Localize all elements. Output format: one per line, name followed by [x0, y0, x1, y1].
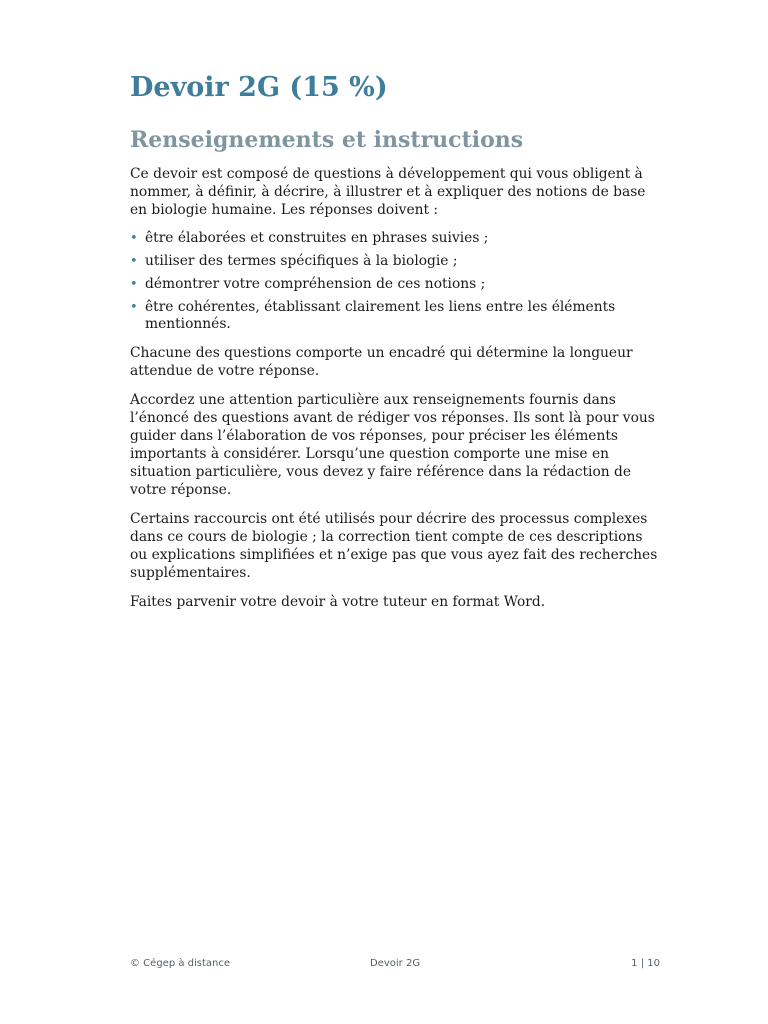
- list-item-text: utiliser des termes spécifiques à la biologie ;: [145, 253, 458, 269]
- bullet-dot-icon: •: [130, 254, 138, 269]
- list-item-text: démontrer votre compréhension de ces notions ;: [145, 276, 486, 292]
- document-content: [130, 70, 660, 611]
- bullet-dot-icon: •: [130, 277, 138, 292]
- bullet-dot-icon: •: [130, 231, 138, 246]
- submission-paragraph: Faites parvenir votre devoir à votre tuteur en format Word.: [130, 594, 546, 610]
- list-item-text: être cohérentes, établissant clairement les liens entre les éléments mentionnés.: [145, 299, 616, 332]
- list-item: [130, 299, 660, 333]
- length-paragraph: Chacune des questions comporte un encadré qui détermine la longueur attendue de votre réponse.: [130, 345, 633, 379]
- page-title: Devoir 2G (15 %): [130, 72, 388, 103]
- section-title: Renseignements et instructions: [130, 127, 524, 153]
- attention-paragraph: Accordez une attention particulière aux renseignements fournis dans l’énoncé des questions avant de rédiger vos réponses. Ils sont là pour vous guider dans l’élaboration de vos réponses, pour préciser les éléments importants à considérer. Lorsqu’une question comporte une mise en situation particulière, vous devez y faire référence dans la rédaction de votre réponse.: [130, 392, 655, 498]
- list-item: [130, 230, 660, 247]
- bullet-dot-icon: •: [130, 300, 138, 315]
- page-footer: [130, 957, 660, 971]
- footer-copyright: © Cégep à distance: [130, 958, 231, 969]
- list-item-text: être élaborées et construites en phrases suivies ;: [145, 230, 489, 246]
- footer-document-name: Devoir 2G: [370, 958, 421, 969]
- requirements-list: [130, 230, 660, 333]
- intro-paragraph: Ce devoir est composé de questions à développement qui vous obligent à nommer, à définir, à décrire, à illustrer et à expliquer des notions de base en biologie humaine. Les réponses doivent :: [130, 166, 646, 218]
- footer-page-number: 1 | 10: [631, 958, 660, 969]
- list-item: [130, 276, 660, 293]
- list-item: [130, 253, 660, 270]
- shortcuts-paragraph: Certains raccourcis ont été utilisés pour décrire des processus complexes dans ce cours de biologie ; la correction tient compte de ces descriptions ou explications simplifiées et n’exige pas que vous ayez fait des recherches supplémentaires.: [130, 511, 658, 581]
